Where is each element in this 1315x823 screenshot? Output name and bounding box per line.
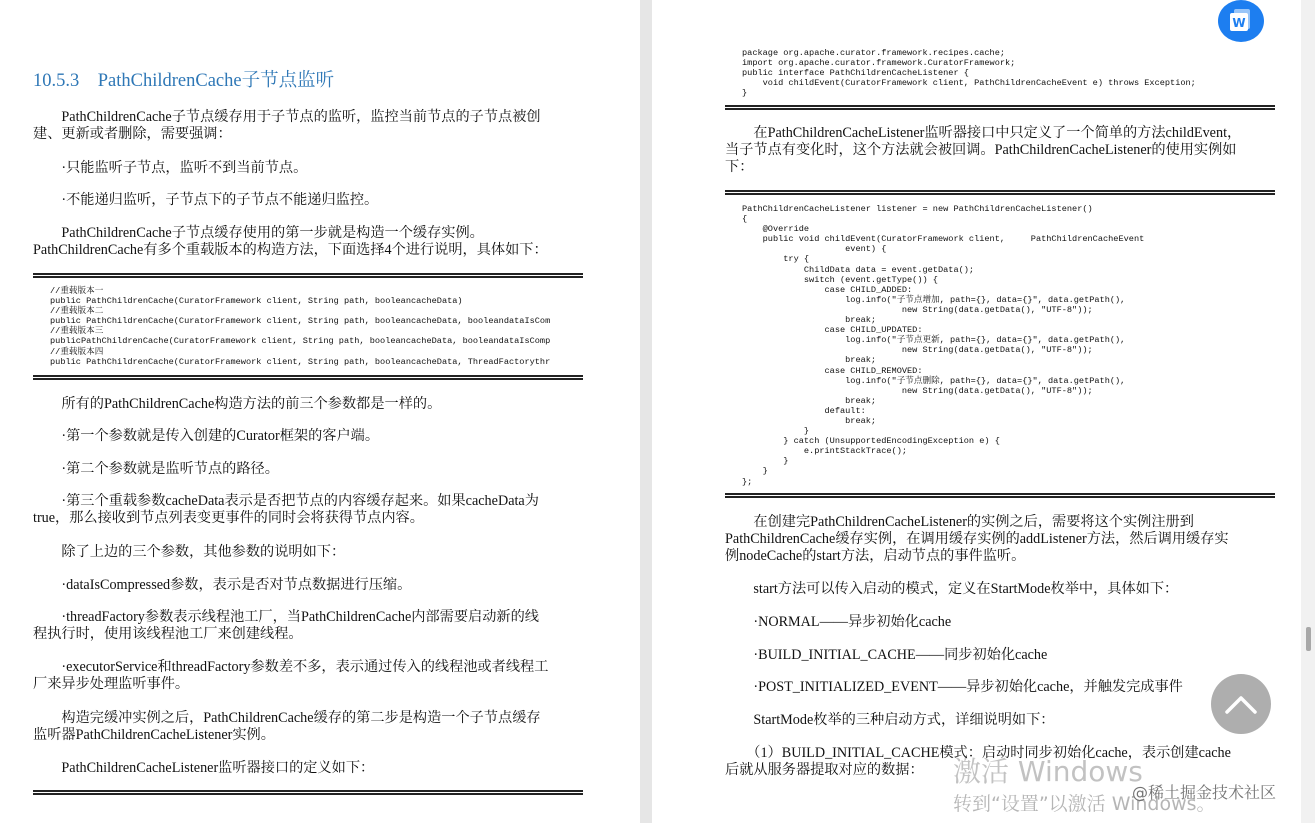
paragraph-line: ·BUILD_INITIAL_CACHE——同步初始化cache <box>725 647 1048 663</box>
paragraph-line: ·executorService和threadFactory参数差不多，表示通过传入的线程池或者线程工 <box>33 659 549 675</box>
paragraph-line: 除了上边的三个参数，其他参数的说明如下： <box>33 544 346 560</box>
paragraph-line: ·只能监听子节点，监听不到当前节点。 <box>33 160 308 176</box>
paragraph-line: PathChildrenCache缓存实例，在调用缓存实例的addListener方法，然后调用缓存实 <box>725 531 1229 547</box>
paragraph-line: ·NORMAL——异步初始化cache <box>725 614 952 630</box>
paragraph-line: ·POST_INITIALIZED_EVENT——异步初始化cache，并触发完成事件 <box>725 679 1183 695</box>
code-top-rule <box>33 273 583 278</box>
paragraph-line: 例nodeCache的start方法，启动节点的事件监听。 <box>725 548 1026 564</box>
vertical-scrollbar[interactable] <box>1301 0 1315 823</box>
paragraph-line: ·不能递归监听，子节点下的子节点不能递归监控。 <box>33 192 379 208</box>
code-bottom-rule <box>725 105 1275 110</box>
paragraph-line: PathChildrenCacheListener监听器接口的定义如下： <box>33 760 375 776</box>
word-app-icon[interactable] <box>1218 0 1264 42</box>
paragraph-line: 程执行时，使用该线程池工厂来创建线程。 <box>33 626 303 642</box>
paragraph-line: 厂来异步处理监听事件。 <box>33 676 190 692</box>
paragraph-line: ·dataIsCompressed参数，表示是否对节点数据进行压缩。 <box>33 577 412 593</box>
paragraph-line: PathChildrenCache子节点缓存用于子节点的监听，监控当前节点的子节点被创 <box>33 109 541 125</box>
code-top-rule <box>725 190 1275 195</box>
paragraph-line: ·第三个重载参数cacheData表示是否把节点的内容缓存起来。如果cacheData为 <box>33 493 539 509</box>
right-page <box>652 0 1301 823</box>
paragraph-line: true，那么接收到节点列表变更事件的同时会将获得节点内容。 <box>33 510 424 526</box>
paragraph-line: 当子节点有变化时，这个方法就会被回调。PathChildrenCacheListener的使用实例如 <box>725 142 1237 158</box>
activation-watermark-subtitle: 转到“设置”以激活 Windows。 <box>953 793 1216 815</box>
paragraph-line: ·threadFactory参数表示线程池工厂，当PathChildrenCache内部需要启动新的线 <box>33 609 539 625</box>
paragraph-line: 在创建完PathChildrenCacheListener的实例之后，需要将这个实例注册到 <box>725 514 1194 530</box>
paragraph-line: ·第二个参数就是监听节点的路径。 <box>33 461 279 477</box>
paragraph-line: 监听器PathChildrenCacheListener实例。 <box>33 727 275 743</box>
back-to-top-button[interactable] <box>1211 674 1271 734</box>
paragraph-line: ·第一个参数就是传入创建的Curator框架的客户端。 <box>33 428 380 444</box>
code-block-constructors: //重载版本一 public PathChildrenCache(CuratorFramework client, String path, booleancacheData) //重载版本二 public PathChildrenCache(CuratorFramework client, String path, booleancacheData, booleandataIsCom //重载版本三 publicPathChildrenCache(CuratorFramework client, String path, booleancacheData, booleandataIsComp //重载版本四 public PathChildrenCache(CuratorFramework client, String path, booleancacheData, ThreadFactorythr <box>50 286 551 367</box>
code-bottom-rule <box>725 493 1275 498</box>
section-heading: 10.5.3 PathChildrenCache子节点监听 <box>33 71 335 91</box>
code-bottom-rule <box>33 375 583 380</box>
chevron-up-icon <box>1224 693 1258 715</box>
code-block-interface: package org.apache.curator.framework.recipes.cache; import org.apache.curator.framework.CuratorFramework; public interface PathChildrenCacheListener { void childEvent(CuratorFramework client, PathChildrenCacheEvent e) throws Exception; } <box>742 48 1196 99</box>
paragraph-line: 所有的PathChildrenCache构造方法的前三个参数都是一样的。 <box>33 396 442 412</box>
paragraph-line: 后就从服务器提取对应的数据： <box>725 762 924 778</box>
paragraph-line: 建、更新或者删除，需要强调： <box>33 126 232 142</box>
paragraph-line: PathChildrenCache子节点缓存使用的第一步就是构造一个缓存实例。 <box>33 225 484 241</box>
paragraph-line: PathChildrenCache有多个重载版本的构造方法，下面选择4个进行说明，具体如下： <box>33 242 548 258</box>
paragraph-line: start方法可以传入启动的模式，定义在StartMode枚举中，具体如下： <box>725 581 1179 597</box>
word-document-icon <box>1226 7 1256 35</box>
paragraph-line: 在PathChildrenCacheListener监听器接口中只定义了一个简单的方法childEvent， <box>725 125 1242 141</box>
code-top-rule <box>33 790 583 795</box>
code-block-listener: PathChildrenCacheListener listener = new PathChildrenCacheListener() { @Override public void childEvent(CuratorFramework client, PathChildrenCacheEvent event) { try { ChildData data = event.getData(); switch (event.getType()) { case CHILD_ADDED: log.info("子节点增加, path={}, data={}", data.getPath(), new String(data.getData(), "UTF-8")); break; case CHILD_UPDATED: log.info("子节点更新, path={}, data={}", data.getPath(), new String(data.getData(), "UTF-8")); break; case CHILD_REMOVED: log.info("子节点删除, path={}, data={}", data.getPath(), new String(data.getData(), "UTF-8")); break; default: break; } } catch (UnsupportedEncodingException e) { e.printStackTrace(); } } }; <box>742 204 1145 487</box>
source-credit: @稀土掘金技术社区 <box>1132 783 1277 802</box>
paragraph-line: 下： <box>725 159 754 175</box>
word-badge-letter: W <box>1232 16 1246 30</box>
activation-watermark-title: 激活 Windows <box>953 755 1143 788</box>
left-page <box>0 0 640 823</box>
paragraph-line: （1）BUILD_INITIAL_CACHE模式：启动时同步初始化cache，表示创建cache <box>725 745 1231 761</box>
scrollbar-thumb[interactable] <box>1306 627 1311 651</box>
paragraph-line: StartMode枚举的三种启动方式，详细说明如下： <box>725 712 1055 728</box>
paragraph-line: 构造完缓冲实例之后，PathChildrenCache缓存的第二步是构造一个子节点缓存 <box>33 710 541 726</box>
page-gutter <box>640 0 652 823</box>
